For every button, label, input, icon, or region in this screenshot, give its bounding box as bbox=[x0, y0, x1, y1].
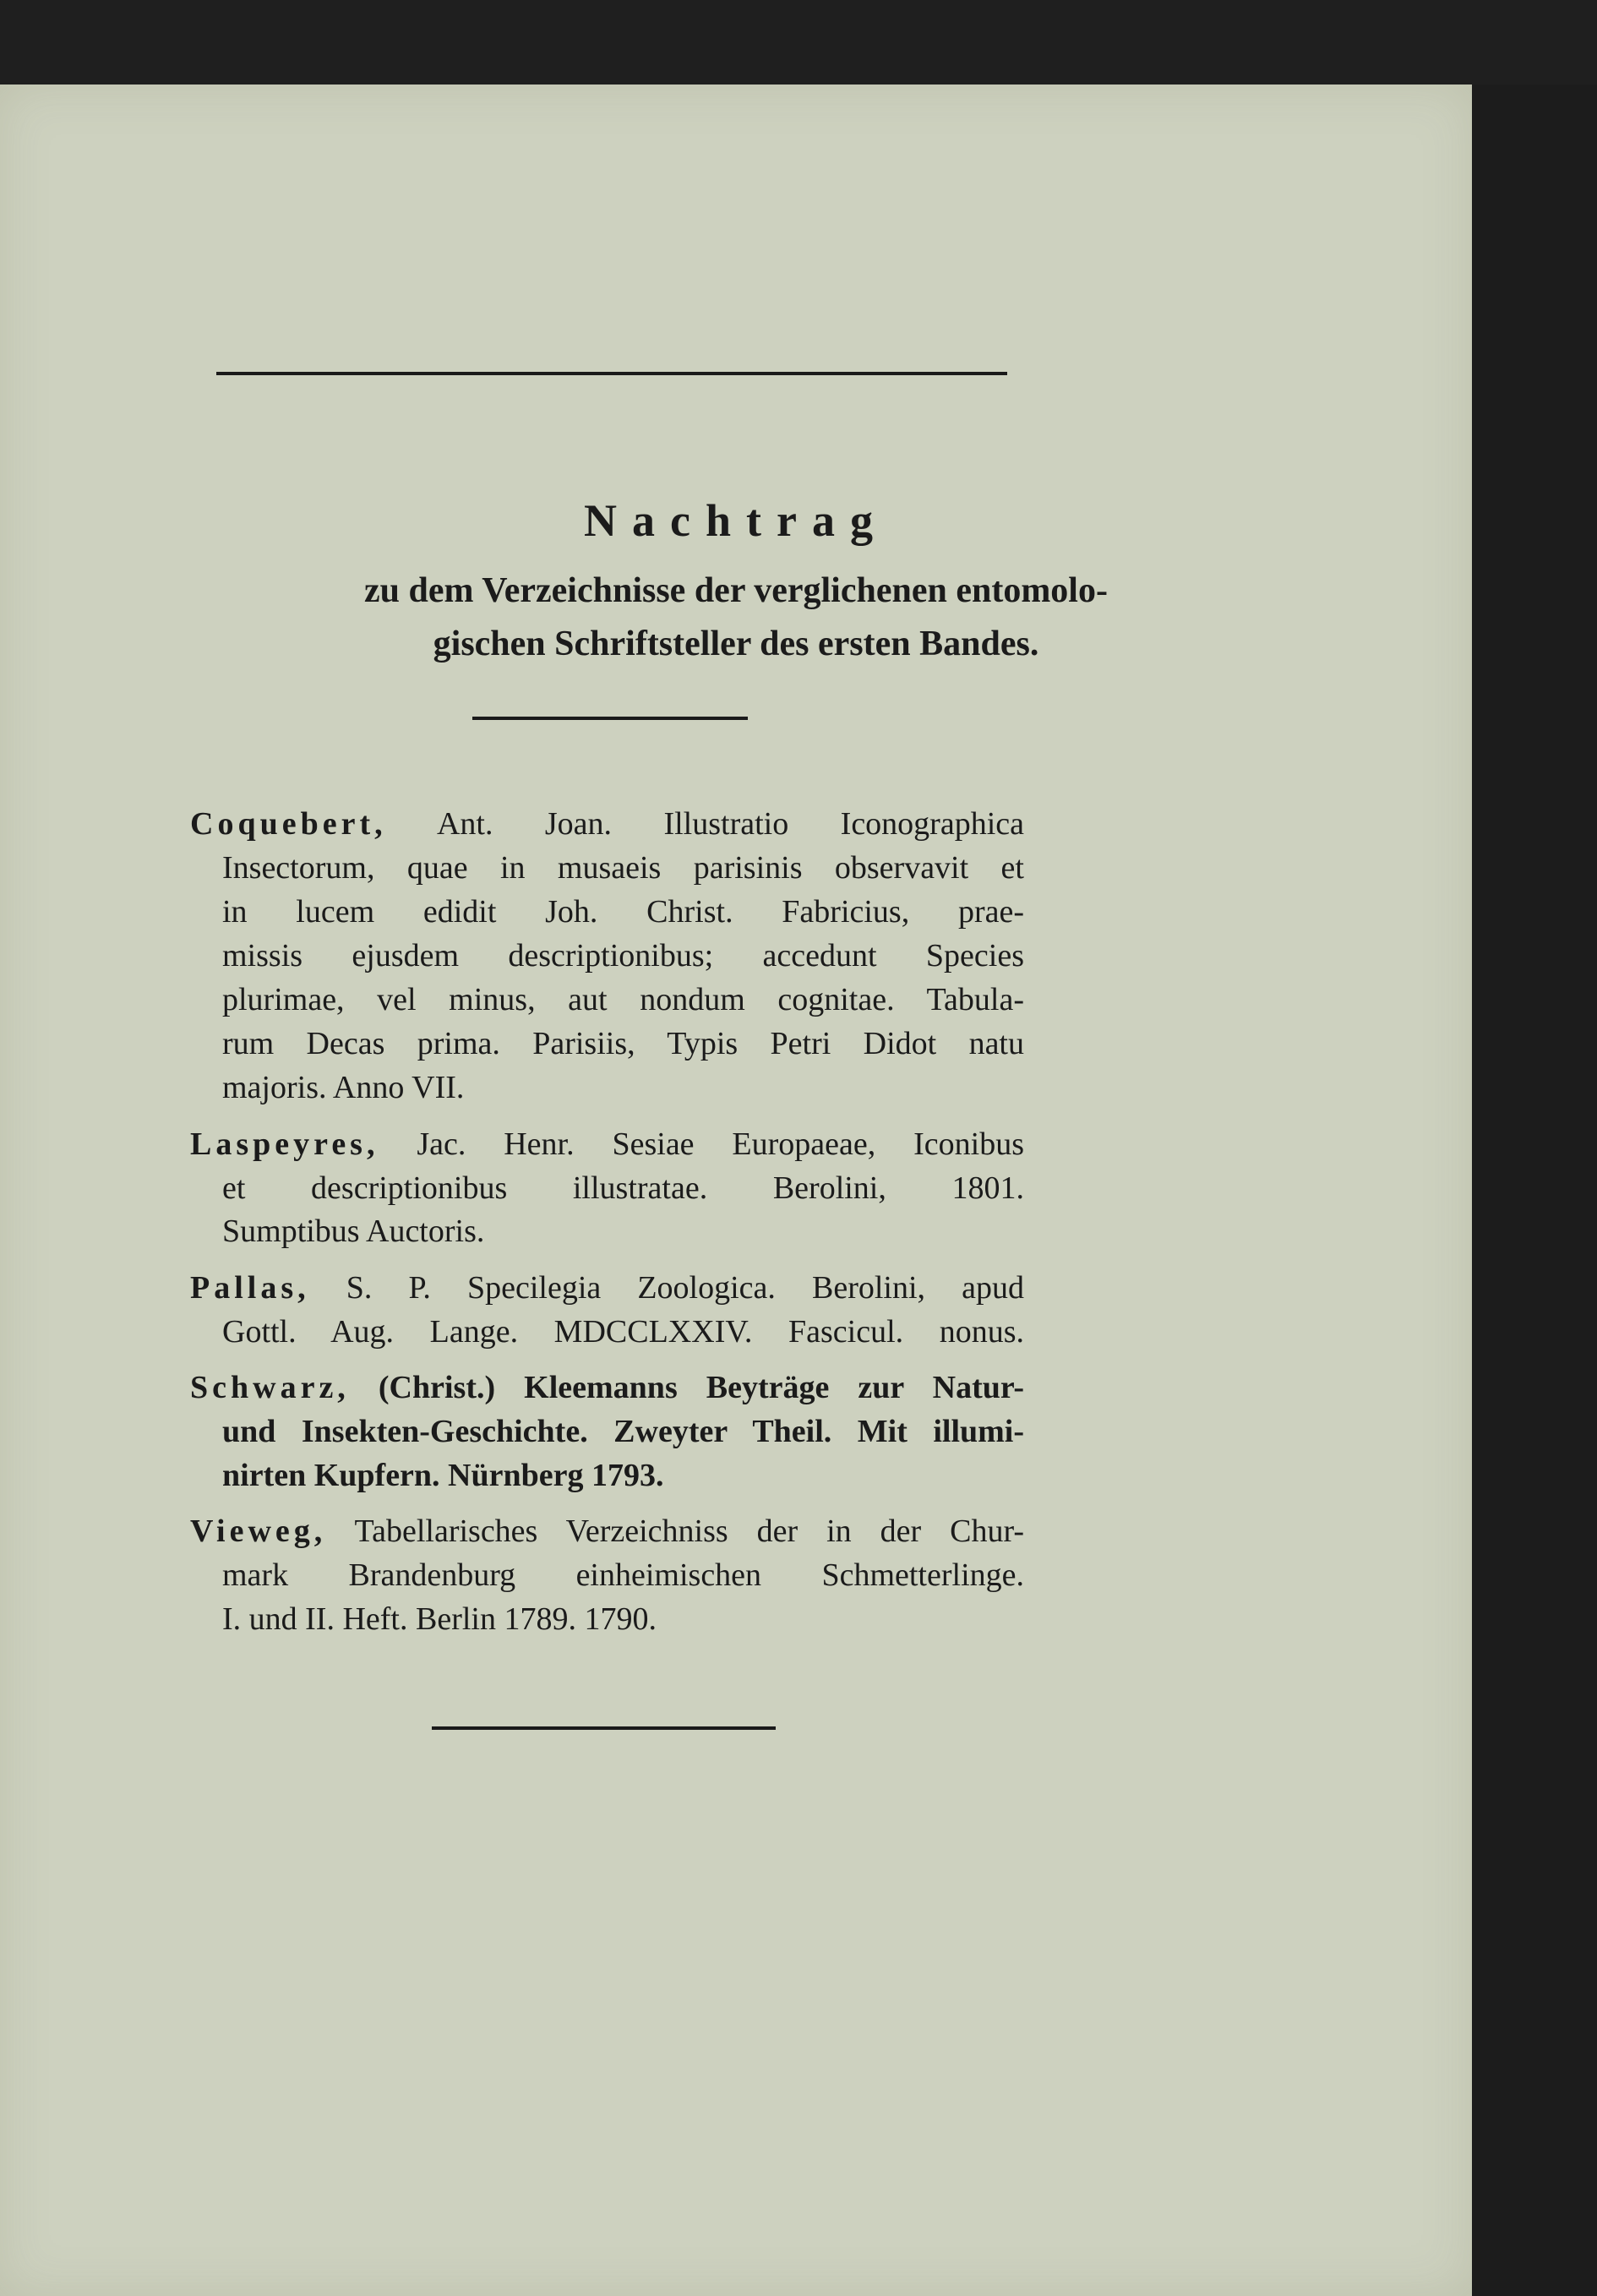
entry-author: Vieweg, bbox=[190, 1513, 327, 1549]
entry-line: mark Brandenburg einheimischen Schmetterlinge. bbox=[222, 1557, 1024, 1593]
entry-line: und Insekten-Geschichte. Zweyter Theil. Mit illumi- bbox=[222, 1414, 1024, 1449]
top-rule bbox=[216, 372, 1007, 375]
entry-vieweg bbox=[190, 1512, 1024, 1551]
entry-line: (Christ.) Kleemanns Beyträge zur Natur- bbox=[378, 1370, 1025, 1405]
entry-line: Sumptibus Auctoris. bbox=[222, 1213, 485, 1249]
entry-line: nirten Kupfern. Nürnberg 1793. bbox=[222, 1458, 664, 1493]
entry-line: Tabellarisches Verzeichniss der in der Chur- bbox=[354, 1513, 1024, 1549]
entry-line: I. und II. Heft. Berlin 1789. 1790. bbox=[222, 1601, 657, 1637]
entry-line: Jac. Henr. Sesiae Europaeae, Iconibus bbox=[417, 1126, 1024, 1162]
entry-coquebert bbox=[190, 804, 1024, 843]
page-title: Nachtrag bbox=[584, 495, 888, 546]
entry-line: Gottl. Aug. Lange. MDCCLXXIV. Fascicul. nonus. bbox=[222, 1314, 1024, 1350]
entry-line: plurimae, vel minus, aut nondum cognitae. Tabula- bbox=[222, 982, 1024, 1017]
entry-line: Ant. Joan. Illustratio Iconographica bbox=[436, 806, 1024, 842]
scanned-page bbox=[0, 85, 1472, 2296]
entry-author: Schwarz, bbox=[190, 1370, 350, 1405]
entry-line: rum Decas prima. Parisiis, Typis Petri Didot natu bbox=[222, 1026, 1024, 1061]
entry-author: Laspeyres, bbox=[190, 1126, 379, 1162]
entry-author: Coquebert, bbox=[190, 806, 387, 842]
entry-line: Insectorum, quae in musaeis parisinis observavit et bbox=[222, 850, 1024, 886]
scan-border bbox=[1472, 85, 1597, 2296]
entry-schwarz bbox=[190, 1368, 1024, 1407]
entry-line: et descriptionibus illustratae. Berolini, 1801. bbox=[222, 1170, 1024, 1206]
entry-author: Pallas, bbox=[190, 1270, 310, 1306]
entry-line: missis ejusdem descriptionibus; accedunt Species bbox=[222, 938, 1024, 973]
entry-pallas bbox=[190, 1268, 1024, 1307]
section-rule bbox=[472, 717, 748, 720]
entry-line: S. P. Specilegia Zoologica. Berolini, apud bbox=[346, 1270, 1025, 1306]
subtitle-line-2: gischen Schriftsteller des ersten Bandes. bbox=[433, 624, 1039, 663]
entry-line: in lucem edidit Joh. Christ. Fabricius, prae- bbox=[222, 894, 1024, 930]
entry-line: majoris. Anno VII. bbox=[222, 1070, 465, 1105]
entry-laspeyres bbox=[190, 1125, 1024, 1164]
subtitle-line-1: zu dem Verzeichnisse der verglichenen entomolo- bbox=[364, 571, 1108, 610]
bottom-rule bbox=[432, 1726, 776, 1730]
